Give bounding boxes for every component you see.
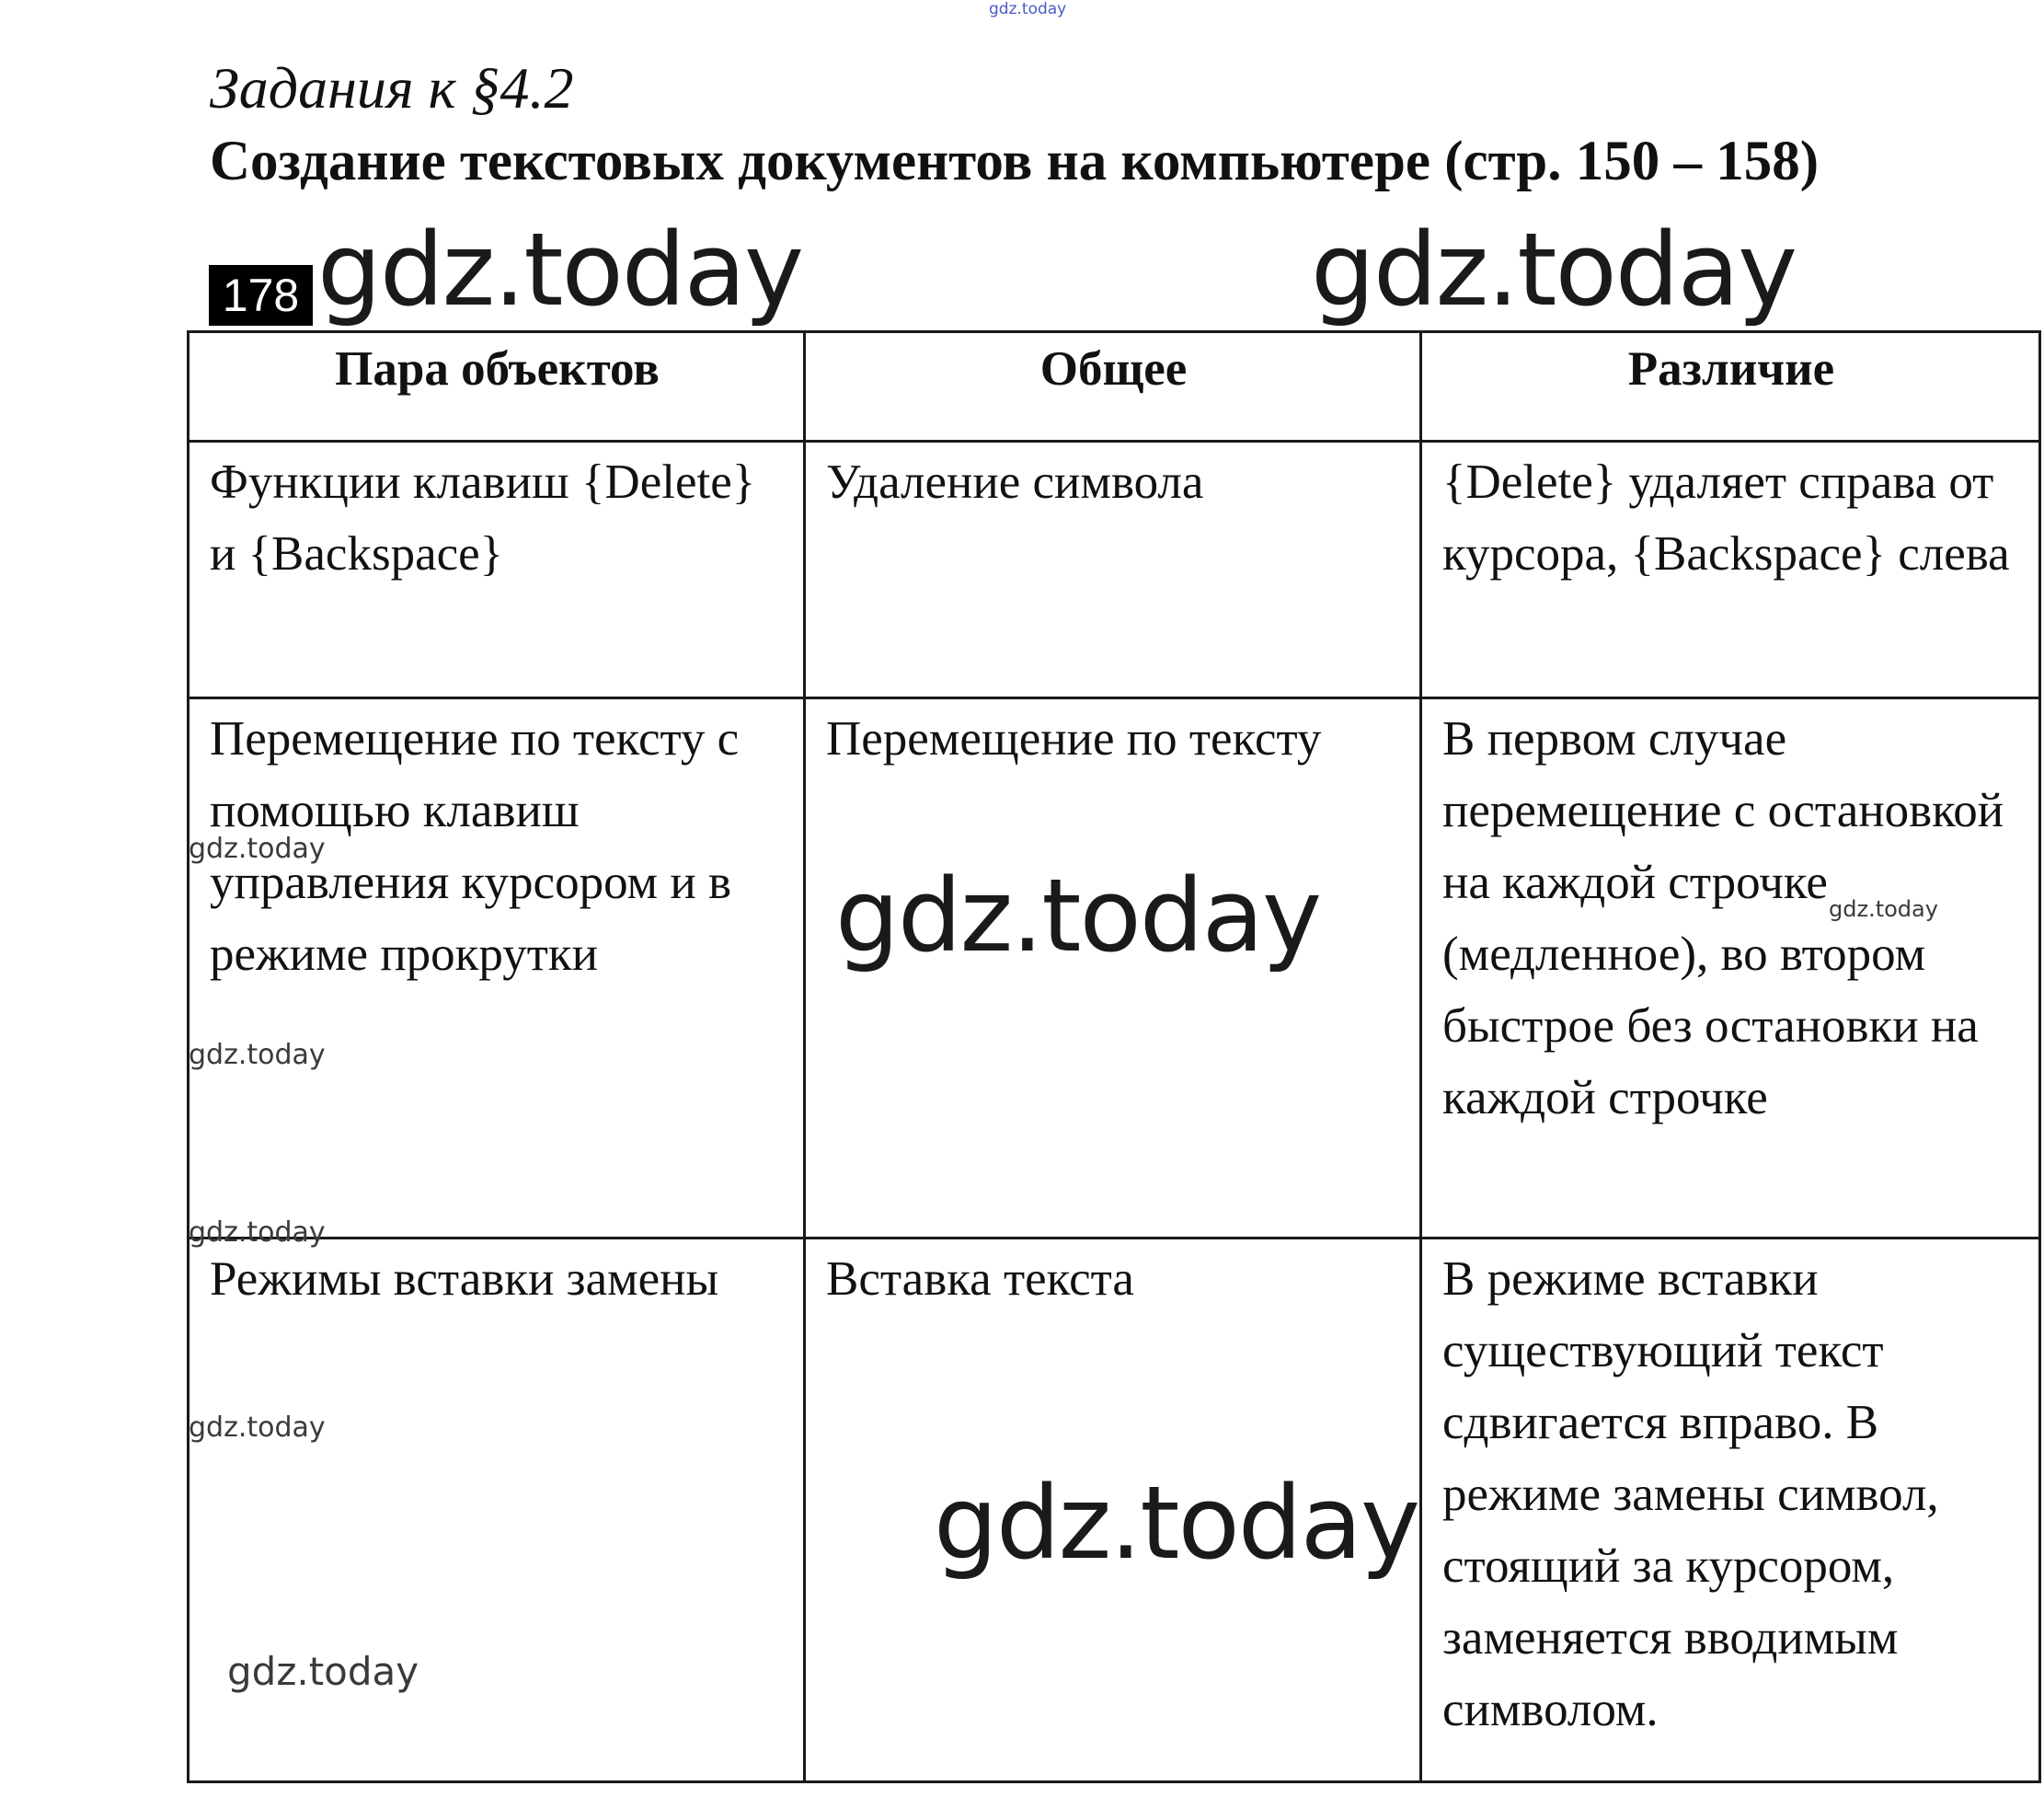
header-pair: Пара объектов — [189, 332, 805, 442]
cell-pair: Перемещение по тексту с помощью клавиш управления курсором и в режиме прокрутки — [189, 698, 805, 1239]
cell-difference: {Delete} удаляет справа от курсора, {Backspace} слева — [1421, 442, 2040, 698]
watermark-row2-left-a: gdz.today — [189, 833, 326, 865]
watermark-row2-left-b: gdz.today — [189, 1039, 326, 1071]
table-header-row — [189, 332, 2040, 442]
cell-common: Вставка текста — [805, 1239, 1421, 1782]
cell-common: Удаление символа — [805, 442, 1421, 698]
watermark-row2-left-c: gdz.today — [189, 1216, 326, 1249]
cell-pair: Функции клавиш {Delete} и {Backspace} — [189, 442, 805, 698]
cell-difference: В режиме вставки существующий текст сдвигается вправо. В режиме замены символ, стоящий за курсором, заменяется вводимым символом. — [1421, 1239, 2040, 1782]
cell-common: Перемещение по тексту — [805, 698, 1421, 1239]
header-common: Общее — [805, 332, 1421, 442]
table-row — [189, 442, 2040, 698]
top-watermark: gdz.today — [989, 0, 1067, 18]
header-difference: Различие — [1421, 332, 2040, 442]
cell-pair: Режимы вставки замены — [189, 1239, 805, 1782]
section-subtitle: Задания к §4.2 — [210, 55, 574, 121]
watermark-row3-left-b: gdz.today — [227, 1649, 419, 1694]
watermark-row2-middle: gdz.today — [835, 857, 1321, 974]
watermark-header-left: gdz.today — [317, 211, 803, 328]
page-title: Создание текстовых документов на компьютере (стр. 150 – 158) — [210, 131, 1820, 192]
watermark-row3-left-a: gdz.today — [189, 1411, 326, 1444]
watermark-row2-right: gdz.today — [1829, 896, 1938, 922]
watermark-header-right: gdz.today — [1311, 211, 1797, 328]
watermark-row3-middle: gdz.today — [934, 1464, 1419, 1582]
task-number-badge: 178 — [209, 265, 313, 326]
cell-difference: В первом случае перемещение с остановкой на каждой строчке (медленное), во втором быстрое без остановки на каждой строчке — [1421, 698, 2040, 1239]
